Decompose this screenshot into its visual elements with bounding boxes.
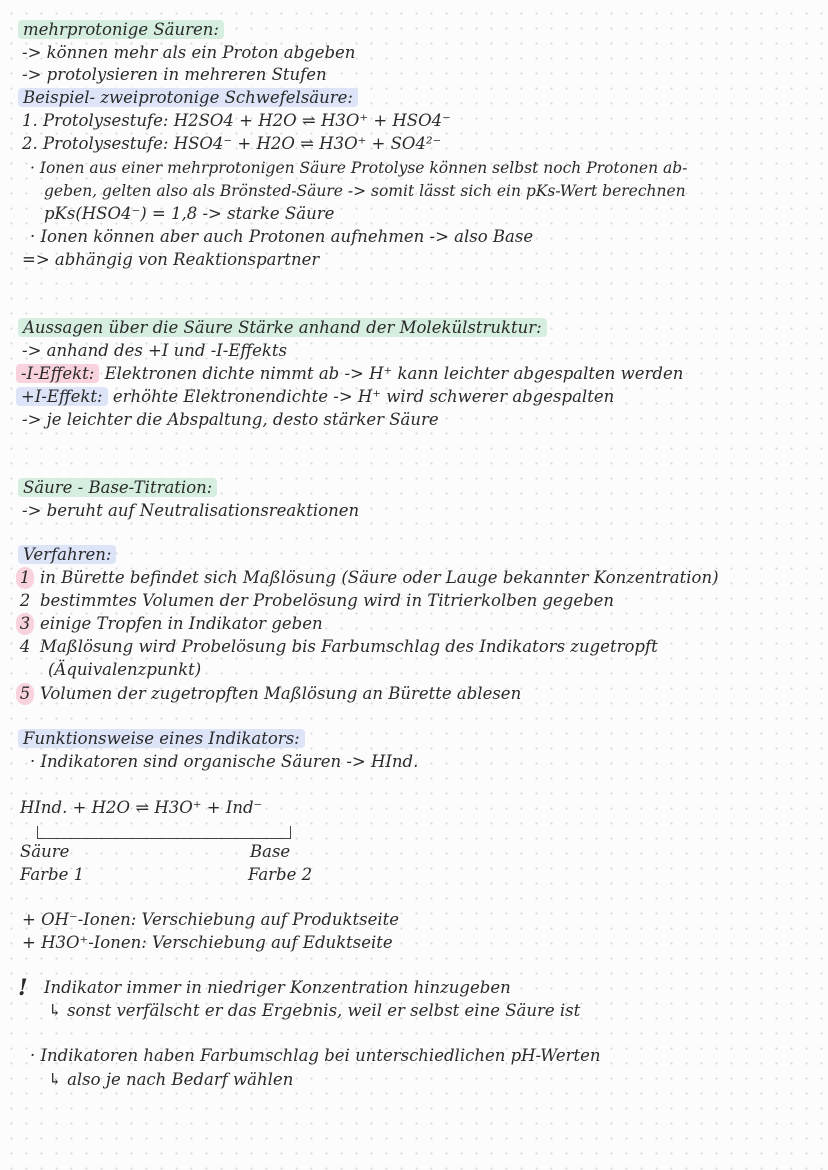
text-line: -> können mehr als ein Proton abgeben: [22, 43, 356, 62]
bullet-dot-icon: ·: [30, 752, 36, 771]
bullet-dot-icon: ·: [30, 227, 36, 246]
step-number: 3: [16, 613, 34, 635]
equation-step2: 2. Protolysestufe: HSO4⁻ + H2O ⇌ H3O⁺ + SO4²⁻: [22, 134, 442, 153]
text-line: -> beruht auf Neutralisationsreaktionen: [22, 501, 360, 520]
bullet-text: · Indikatoren sind organische Säuren -> HInd.: [30, 752, 419, 771]
procedure-step: 4 Maßlösung wird Probelösung bis Farbumschlag des Indikators zugetropft: [16, 636, 658, 658]
bullet-dot-icon: ·: [30, 159, 35, 177]
label-base: Base: [250, 842, 291, 861]
procedure-step: 1 in Bürette befindet sich Maßlösung (Säure oder Lauge bekannter Konzentration): [16, 567, 719, 589]
plus-i-effekt-line: +I-Effekt: erhöhte Elektronendichte -> H⁺ wird schwerer abgespalten: [16, 386, 614, 408]
note-text-cont: ↳ also je nach Bedarf wählen: [48, 1070, 294, 1089]
bracket-line: [37, 826, 291, 839]
indicator-equation: HInd. + H2O ⇌ H3O⁺ + Ind⁻: [20, 798, 263, 817]
shift-text: + OH⁻-Ionen: Verschiebung auf Produktseite: [22, 910, 400, 929]
note-text: · Indikatoren haben Farbumschlag bei unterschiedlichen pH-Werten: [30, 1046, 601, 1065]
warning-icon: !: [18, 975, 28, 1001]
label-saeure: Säure: [20, 842, 70, 861]
bullet-text-cont: geben, gelten also als Brönsted-Säure -> somit lässt sich ein pKs-Wert berechnen: [44, 182, 686, 200]
bullet-text: · Ionen können aber auch Protonen aufnehmen -> also Base: [30, 227, 534, 246]
minus-i-effekt-label: -I-Effekt:: [16, 364, 99, 383]
bullet-text-cont: pKs(HSO4⁻) = 1,8 -> starke Säure: [44, 204, 335, 223]
warning-text-cont: ↳ sonst verfälscht er das Ergebnis, weil er selbst eine Säure ist: [48, 1001, 581, 1020]
heading-mehrprotonige: mehrprotonige Säuren:: [18, 19, 224, 41]
shift-text: + H3O⁺-Ionen: Verschiebung auf Eduktseite: [22, 933, 393, 952]
heading-titration: Säure - Base-Titration:: [18, 477, 217, 499]
text-line: -> je leichter die Abspaltung, desto stärker Säure: [22, 410, 439, 429]
heading-indikator: Funktionsweise eines Indikators:: [18, 728, 305, 750]
step-number: 2: [19, 591, 31, 610]
warning-text: Indikator immer in niedriger Konzentration hinzugeben: [44, 978, 511, 997]
label-farbe2: Farbe 2: [248, 865, 313, 884]
minus-i-effekt-line: -I-Effekt: Elektronen dichte nimmt ab -> H⁺ kann leichter abgespalten werden: [16, 363, 683, 385]
procedure-step-cont: (Äquivalenzpunkt): [48, 660, 202, 679]
bullet-text: · Ionen aus einer mehrprotonigen Säure Protolyse können selbst noch Protonen ab-: [30, 159, 688, 177]
procedure-step: 5 Volumen der zugetropften Maßlösung an Bürette ablesen: [16, 683, 521, 705]
text-line: -> protolysieren in mehreren Stufen: [22, 65, 327, 84]
heading-beispiel: Beispiel- zweiprotonige Schwefelsäure:: [18, 87, 358, 109]
step-number: 4: [19, 637, 31, 656]
procedure-step: 3 einige Tropfen in Indikator geben: [16, 613, 323, 635]
heading-verfahren: Verfahren:: [18, 544, 116, 566]
step-number: 5: [16, 683, 34, 705]
equation-step1: 1. Protolysestufe: H2SO4 + H2O ⇌ H3O⁺ + HSO4⁻: [22, 111, 451, 130]
label-farbe1: Farbe 1: [20, 865, 85, 884]
heading-saeurestaerke: Aussagen über die Säure Stärke anhand der Molekülstruktur:: [18, 317, 547, 339]
conclusion-text: => abhängig von Reaktionspartner: [22, 250, 320, 269]
plus-i-effekt-label: +I-Effekt:: [16, 387, 108, 406]
text-line: -> anhand des +I und -I-Effekts: [22, 341, 287, 360]
bullet-dot-icon: ·: [30, 1046, 36, 1065]
step-number: 1: [16, 567, 34, 589]
procedure-step: 2 bestimmtes Volumen der Probelösung wird in Titrierkolben gegeben: [16, 590, 614, 612]
